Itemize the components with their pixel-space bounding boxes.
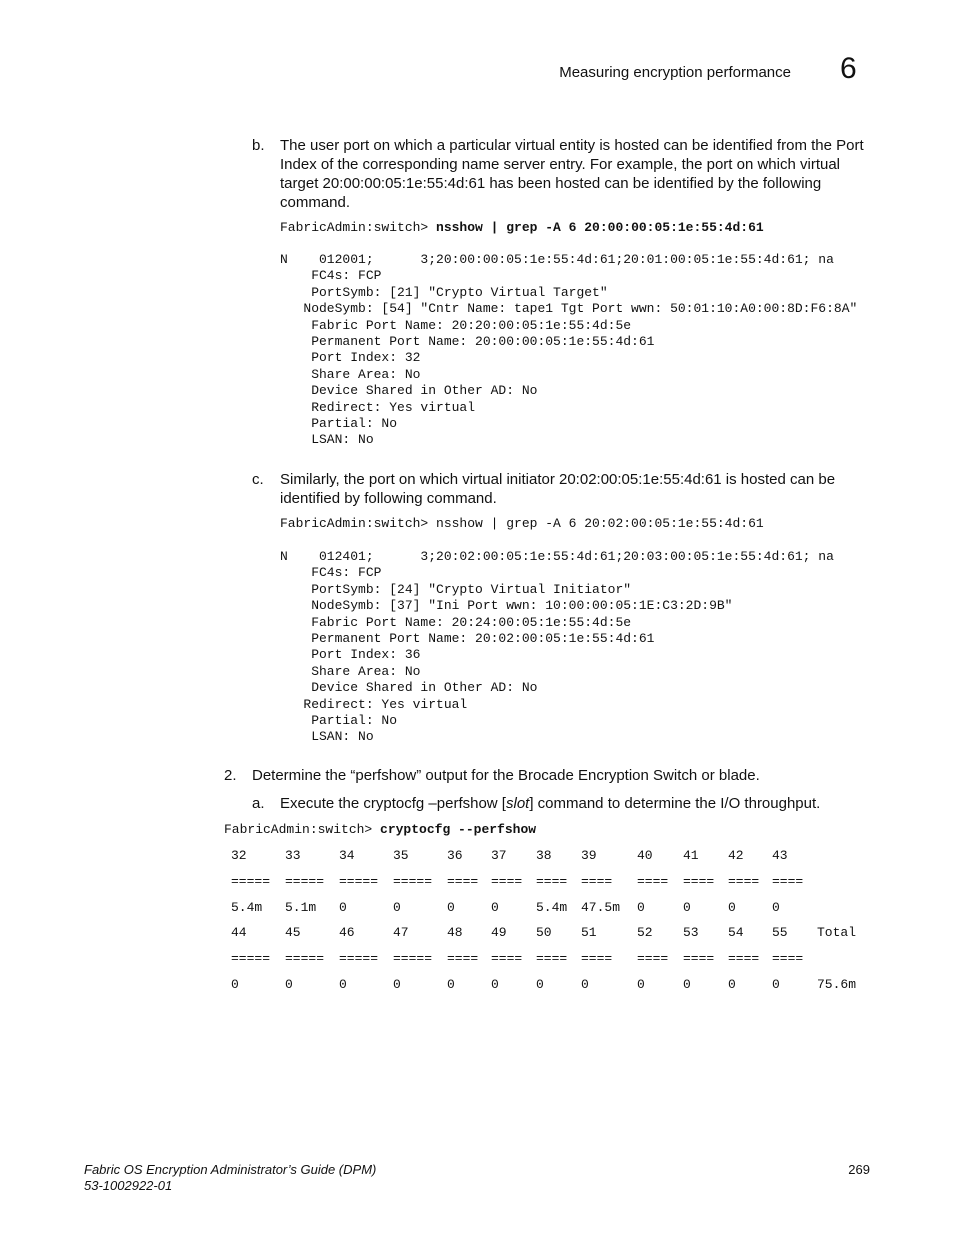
perfshow-cell: 50 <box>536 925 552 940</box>
step-b-output-line: FC4s: FCP <box>280 268 382 284</box>
perfshow-cell: ==== <box>683 874 715 889</box>
step-c-command: FabricAdmin:switch> nsshow | grep -A 6 20:02:00:05:1e:55:4d:61 <box>280 516 764 531</box>
perfshow-cell: 5.4m <box>536 900 568 915</box>
perfshow-cell: ==== <box>491 874 523 889</box>
perfshow-cell: 35 <box>393 848 409 863</box>
perfshow-cell: 47 <box>393 925 409 940</box>
perfshow-cell: 0 <box>728 977 736 992</box>
step-b-output-line: NodeSymb: [54] "Cntr Name: tape1 Tgt Port wwn: 50:01:10:A0:00:8D:F6:8A" <box>280 301 858 317</box>
footer-doc-info <box>84 1162 376 1194</box>
step-b-command <box>280 220 764 235</box>
perfshow-cell: 0 <box>772 977 780 992</box>
perfshow-cell: 46 <box>339 925 355 940</box>
step-b-output-line: PortSymb: [21] "Crypto Virtual Target" <box>280 284 608 300</box>
perfshow-cell: 44 <box>231 925 247 940</box>
perfshow-cell: 41 <box>683 848 699 863</box>
perfshow-cell: ==== <box>581 951 613 966</box>
perfshow-cell: ==== <box>637 951 669 966</box>
step-b-text: The user port on which a particular virtual entity is hosted can be identified from the Port Index of the corresponding name server entry. For example, the port on which virtual target 20:00:00:05:1e:55:4d:61 has been hosted can be identified by the following command. <box>280 137 864 211</box>
step-2a-text: Execute the cryptocfg –perfshow [slot] command to determine the I/O throughput. <box>280 795 821 812</box>
perfshow-cell: 38 <box>536 848 552 863</box>
perfshow-cell: 0 <box>285 977 293 992</box>
perfshow-command-text: cryptocfg --perfshow <box>380 822 537 837</box>
step-2-marker: 2. <box>224 767 237 784</box>
perfshow-cell: ===== <box>231 951 271 966</box>
cryptocfg-keyword: cryptocfg <box>363 795 425 812</box>
perfshow-cell: ==== <box>728 951 760 966</box>
perfshow-keyword: perfshow <box>436 795 498 812</box>
perfshow-cell: 0 <box>447 900 455 915</box>
perfshow-cell: ==== <box>728 874 760 889</box>
step-2-text: Determine the “perfshow” output for the Brocade Encryption Switch or blade. <box>252 767 760 784</box>
perfshow-cell: ===== <box>393 951 433 966</box>
step-c-marker: c. <box>252 471 264 488</box>
perfshow-cell: 36 <box>447 848 463 863</box>
step-b-output-line: Partial: No <box>280 416 398 432</box>
page-number: 269 <box>848 1162 870 1177</box>
step-c-output-line: Port Index: 36 <box>280 647 421 663</box>
perfshow-cell: 34 <box>339 848 355 863</box>
perfshow-cell: ==== <box>772 951 804 966</box>
step-b-output-line: LSAN: No <box>280 432 374 448</box>
perfshow-cell: 45 <box>285 925 301 940</box>
perfshow-cell: 49 <box>491 925 507 940</box>
perfshow-cell: ==== <box>581 874 613 889</box>
running-header-title: Measuring encryption performance <box>559 64 791 81</box>
step-c-output <box>280 549 834 746</box>
perfshow-cell: ===== <box>285 874 325 889</box>
step-2a-marker: a. <box>252 795 265 812</box>
perfshow-cell: ==== <box>447 874 479 889</box>
perfshow-cell: 48 <box>447 925 463 940</box>
perfshow-cell: 0 <box>491 977 499 992</box>
step-c-output-line: Fabric Port Name: 20:24:00:05:1e:55:4d:5e <box>280 614 632 630</box>
perfshow-cell: ==== <box>683 951 715 966</box>
perfshow-cell: 52 <box>637 925 653 940</box>
perfshow-cell: ==== <box>772 874 804 889</box>
step-b-output-line: Port Index: 32 <box>280 350 421 366</box>
step-b-output-line: Permanent Port Name: 20:00:00:05:1e:55:4d:61 <box>280 334 655 350</box>
command-prompt: FabricAdmin:switch> <box>224 822 381 837</box>
step-c-output-line: NodeSymb: [37] "Ini Port wwn: 10:00:00:05:1E:C3:2D:9B" <box>280 598 733 614</box>
perfshow-cell: 33 <box>285 848 301 863</box>
perfshow-cell: ===== <box>231 874 271 889</box>
step-b-output-line: Fabric Port Name: 20:20:00:05:1e:55:4d:5e <box>280 317 632 333</box>
step-c-output-line: PortSymb: [24] "Crypto Virtual Initiator" <box>280 581 632 597</box>
step-b-output-line: N 012001; 3;20:00:00:05:1e:55:4d:61;20:01:00:05:1e:55:4d:61; na <box>280 252 834 267</box>
perfshow-cell: ===== <box>285 951 325 966</box>
nsshow-command: nsshow | grep -A 6 20:00:00:05:1e:55:4d:61 <box>436 220 764 235</box>
perfshow-cell: ==== <box>447 951 479 966</box>
perfshow-cell: 53 <box>683 925 699 940</box>
perfshow-cell: 0 <box>231 977 239 992</box>
perfshow-cell: 0 <box>339 977 347 992</box>
footer-doc-number: 53-1002922-01 <box>84 1178 173 1193</box>
perfshow-cell: 40 <box>637 848 653 863</box>
step-c-output-line: Permanent Port Name: 20:02:00:05:1e:55:4d:61 <box>280 631 655 647</box>
perfshow-cell: 0 <box>683 977 691 992</box>
perfshow-cell: 51 <box>581 925 597 940</box>
step-c-output-line: Device Shared in Other AD: No <box>280 680 538 696</box>
step-c-output-line: Redirect: Yes virtual <box>280 696 468 712</box>
perfshow-cell: ==== <box>637 874 669 889</box>
perfshow-cell: ===== <box>339 874 379 889</box>
step-c-text: Similarly, the port on which virtual initiator 20:02:00:05:1e:55:4d:61 is hosted can be identified by following command. <box>280 471 836 507</box>
slot-argument: slot <box>505 795 530 812</box>
step-b-output <box>280 252 857 449</box>
step-c-output-line: FC4s: FCP <box>280 565 382 581</box>
perfshow-cell: ===== <box>339 951 379 966</box>
step-c-output-line: LSAN: No <box>280 729 374 745</box>
perfshow-cell: ===== <box>393 874 433 889</box>
step-b-output-line: Device Shared in Other AD: No <box>280 383 538 399</box>
perfshow-cell: 0 <box>339 900 347 915</box>
perfshow-cell: 0 <box>581 977 589 992</box>
perfshow-cell: 47.5m <box>581 900 621 915</box>
step-c-output-line: N 012401; 3;20:02:00:05:1e:55:4d:61;20:03:00:05:1e:55:4d:61; na <box>280 549 834 564</box>
perfshow-cell: 5.4m <box>231 900 263 915</box>
perfshow-cell: ==== <box>536 951 568 966</box>
command-prompt: FabricAdmin:switch> <box>280 220 437 235</box>
perfshow-cell: 55 <box>772 925 788 940</box>
perfshow-cell: 32 <box>231 848 247 863</box>
perfshow-cell: 0 <box>683 900 691 915</box>
perfshow-command <box>224 822 536 837</box>
step-b-output-line: Redirect: Yes virtual <box>280 399 476 415</box>
perfshow-cell: ==== <box>536 874 568 889</box>
perfshow-cell: 0 <box>536 977 544 992</box>
step-b-marker: b. <box>252 137 265 154</box>
perfshow-cell: 0 <box>772 900 780 915</box>
perfshow-cell: 37 <box>491 848 507 863</box>
step-b-output-line: Share Area: No <box>280 366 421 382</box>
chapter-number: 6 <box>840 52 857 85</box>
perfshow-cell: 0 <box>728 900 736 915</box>
perfshow-cell: 42 <box>728 848 744 863</box>
perfshow-cell: 0 <box>393 977 401 992</box>
perfshow-cell: 43 <box>772 848 788 863</box>
perfshow-cell: 0 <box>447 977 455 992</box>
perfshow-cell: ==== <box>491 951 523 966</box>
perfshow-cell: 0 <box>637 900 645 915</box>
perfshow-cell: 54 <box>728 925 744 940</box>
footer-doc-title: Fabric OS Encryption Administrator’s Guide (DPM) <box>84 1162 377 1177</box>
perfshow-cell: 5.1m <box>285 900 317 915</box>
perfshow-cell: Total <box>817 925 857 940</box>
perfshow-cell: 39 <box>581 848 597 863</box>
step-c-output-line: Partial: No <box>280 713 398 729</box>
perfshow-cell: 0 <box>491 900 499 915</box>
perfshow-cell: 75.6m <box>817 977 857 992</box>
perfshow-cell: 0 <box>393 900 401 915</box>
step-c-output-line: Share Area: No <box>280 663 421 679</box>
perfshow-cell: 0 <box>637 977 645 992</box>
